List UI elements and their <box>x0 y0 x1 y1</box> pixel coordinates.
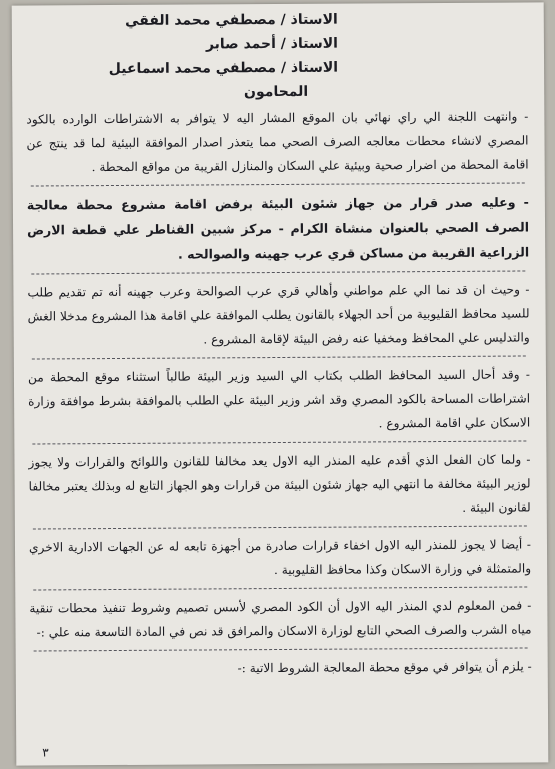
lawyer-name-3: الاستاذ / مصطفي محمد اسماعيل <box>108 59 339 78</box>
divider <box>34 647 528 651</box>
paragraph-committee-opinion: - وانتهت اللجنة الي راي نهائي بان الموقع المشار اليه لا يتوافر به الاشتراطات الوارده بالكود المصري لانشاء محطات معالجه الصرف الصحي مما يتعذر اصدار الموافقة البيئية لما قد ينتج عن اقامة المحطة من اضرار صحية وبيئية علي السكان والمنازل القريبة من مواقع المحطة . <box>26 109 529 175</box>
lawyer-name-1: الاستاذ / مصطفي محمد الفقي <box>125 11 338 29</box>
lawyers-header <box>26 6 529 105</box>
paragraph-violation: - ولما كان الفعل الذي أقدم عليه المنذر اليه الاول يعد مخالفا للقانون واللوائح والقرارات ولا يجوز لوزير البيئة مخالفة ما انتهي اليه جهاز شئون البيئة من قرارات وهو الجهاز التابع له وبذلك يعتبر مخالفا لقانون البيئة . <box>28 452 531 515</box>
document-page <box>12 2 549 765</box>
divider <box>32 440 526 444</box>
paragraph-concealment: - أيضا لا يجوز للمنذر اليه الاول اخفاء قرارات صادرة من أجهزة تابعه له عن الجهات الادارية الاخري والمتمثلة في وزارة الاسكان وكذا محافظ القليوبية . <box>28 537 532 578</box>
divider <box>31 183 525 187</box>
paragraph-conditions: - يلزم أن يتوافر في موقع محطة المعالجة الشروط الاتية :- <box>237 659 532 676</box>
divider <box>31 270 525 274</box>
lawyer-name-2: الاستاذ / أحمد صابر <box>205 35 338 53</box>
lawyers-title: المحامون <box>243 83 309 101</box>
paragraph-residents-knowledge: - وحيث ان قد نما الي علم مواطني وأهالي قري عرب الصوالحة وعرب جهينه أنه تم تقديم طلب للسيد محافظ القليوبية من أحد الجهلاء بالقانون يطلب الموافقة علي اقامة هذا المشروع مدخلا الغش والتدليس علي المحافظ ومخفيا عنه رفض البيئة لإقامة المشروع . <box>27 282 530 347</box>
paragraph-environment-decision: - وعليه صدر قرار من جهاز شئون البيئة برفض اقامة مشروع محطة معالجة الصرف الصحي بالعنوان منشاة الكرام - مركز شبين القناطر علي قطعة الارض الزراعية القريبة من مساكن قري عرب جهينه والصوالحه . <box>26 194 530 262</box>
page-number: ٣ <box>42 745 49 760</box>
paragraph-egyptian-code: - فمن المعلوم لدي المنذر اليه الاول أن الكود المصري لأسس تصميم وشروط تنفيذ محطات تنقية مياه الشرب والصرف الصحي التابع لوزارة الاسكان والمرافق قد نص في المادة التاسعة منه علي :- <box>29 598 532 640</box>
divider <box>33 586 527 590</box>
divider <box>33 525 527 529</box>
paragraph-governor-referral: - وقد أحال السيد المحافظ الطلب بكتاب الي السيد وزير البيئة طالباً استثناء موقع المحطة من اشتراطات المساحة بالكود المصري وقد اشر وزير البيئة علي الطلب بالموافقة بشرط موافقة وزارة الاسكان علي اقامة المشروع . <box>27 367 531 431</box>
divider <box>32 355 526 359</box>
